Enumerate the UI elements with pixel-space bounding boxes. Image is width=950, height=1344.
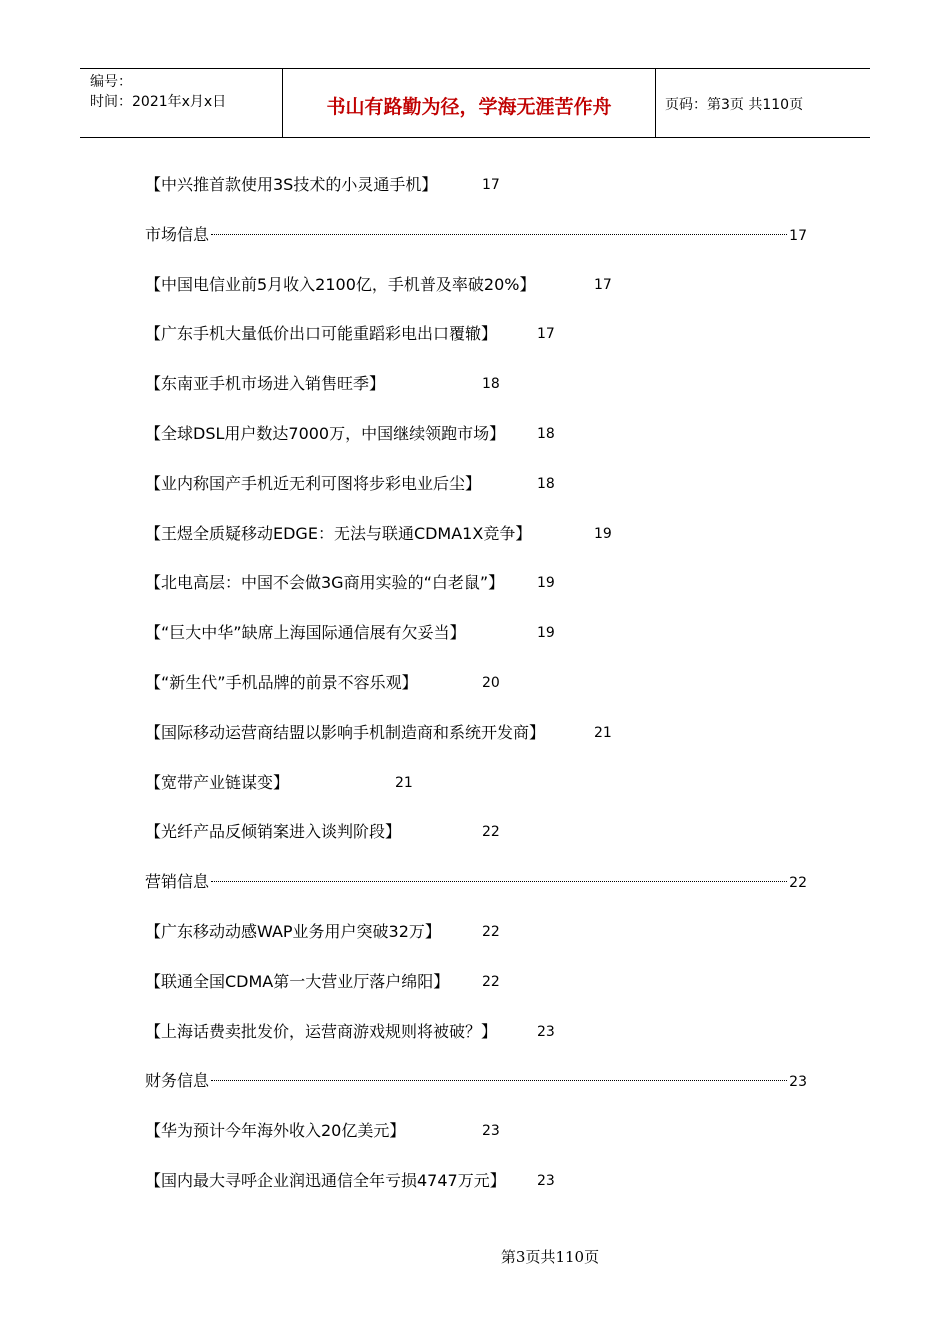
toc-entry[interactable] [145, 671, 500, 695]
toc-section[interactable] [145, 223, 807, 247]
toc-entry-title: 【光纤产品反倾销案进入谈判阶段】 [145, 822, 402, 841]
toc-entry[interactable] [145, 322, 555, 346]
toc-leader-dots [211, 234, 787, 235]
toc-entry[interactable] [145, 1169, 555, 1193]
toc-entry-title: 【宽带产业链谋变】 [145, 773, 290, 792]
toc-entry[interactable] [145, 273, 612, 297]
footer-page-count: 第3页共110页 [500, 1248, 600, 1266]
toc-entry[interactable] [145, 173, 500, 197]
toc-page-number: 17 [537, 326, 555, 342]
toc-entry[interactable] [145, 571, 555, 595]
toc-page-number: 19 [537, 625, 555, 641]
number-label: 编号： [90, 74, 132, 90]
toc-entry-title: 【联通全国CDMA第一大营业厅落户绵阳】 [145, 972, 450, 991]
toc-entry[interactable] [145, 1119, 500, 1143]
toc-entry-title: 【王煜全质疑移动EDGE：无法与联通CDMA1X竞争】 [145, 524, 532, 543]
toc-entry[interactable] [145, 920, 500, 944]
toc-page-number: 17 [789, 228, 807, 244]
toc-entry[interactable] [145, 771, 413, 795]
toc-page-number: 23 [537, 1024, 555, 1040]
toc-entry-title: 【业内称国产手机近无利可图将步彩电业后尘】 [145, 474, 482, 493]
toc-entry-title: 【上海话费卖批发价，运营商游戏规则将被破？】 [145, 1022, 498, 1041]
toc-entry[interactable] [145, 1020, 555, 1044]
toc-section-title: 市场信息 [145, 225, 210, 244]
toc-page-number: 23 [537, 1173, 555, 1189]
toc-entry-title: 【全球DSL用户数达7000万，中国继续领跑市场】 [145, 424, 506, 443]
header-meta-cell [80, 69, 282, 137]
toc-page-number: 19 [537, 575, 555, 591]
toc-page-number: 18 [482, 376, 500, 392]
toc-leader-dots [211, 1080, 787, 1081]
header-motto-cell [282, 69, 656, 137]
toc-entry[interactable] [145, 970, 500, 994]
toc-entry-title: 【广东手机大量低价出口可能重蹈彩电出口覆辙】 [145, 324, 498, 343]
toc-entry-title: 【“新生代”手机品牌的前景不容乐观】 [145, 673, 418, 692]
page-info: 页码：第3页 共110页 [665, 97, 804, 113]
toc-entry-title: 【北电高层：中国不会做3G商用实验的“白老鼠”】 [145, 573, 505, 592]
toc-page-number: 23 [482, 1123, 500, 1139]
toc-entry-title: 【广东移动动感WAP业务用户突破32万】 [145, 922, 441, 941]
toc-page-number: 17 [482, 177, 500, 193]
toc-section-title: 营销信息 [145, 872, 210, 891]
toc-entry-title: 【华为预计今年海外收入20亿美元】 [145, 1121, 406, 1140]
toc-entry[interactable] [145, 721, 612, 745]
page-header [80, 68, 870, 138]
time-label: 时间：2021年x月x日 [90, 94, 227, 110]
page-footer [0, 1246, 950, 1267]
toc-entry[interactable] [145, 621, 555, 645]
toc-page-number: 17 [594, 277, 612, 293]
toc-entry-title: 【东南亚手机市场进入销售旺季】 [145, 374, 386, 393]
toc-entry[interactable] [145, 522, 612, 546]
toc-page-number: 18 [537, 426, 555, 442]
toc-page-number: 18 [537, 476, 555, 492]
toc-page-number: 21 [594, 725, 612, 741]
toc-page-number: 22 [789, 875, 807, 891]
toc-entry[interactable] [145, 372, 500, 396]
toc-entry[interactable] [145, 820, 500, 844]
toc-leader-dots [211, 881, 787, 882]
toc-page-number: 22 [482, 824, 500, 840]
toc-page-number: 22 [482, 974, 500, 990]
header-page-cell [655, 69, 870, 137]
toc-page-number: 20 [482, 675, 500, 691]
toc-page-number: 21 [395, 775, 413, 791]
toc-page-number: 22 [482, 924, 500, 940]
motto-text: 书山有路勤为径，学海无涯苦作舟 [326, 96, 612, 118]
toc-page-number: 19 [594, 526, 612, 542]
toc-section-title: 财务信息 [145, 1071, 210, 1090]
toc-section[interactable] [145, 870, 807, 894]
toc-entry-title: 【国际移动运营商结盟以影响手机制造商和系统开发商】 [145, 723, 546, 742]
toc-entry-title: 【“巨大中华”缺席上海国际通信展有欠妥当】 [145, 623, 466, 642]
toc-entry[interactable] [145, 422, 555, 446]
toc-section[interactable] [145, 1069, 807, 1093]
toc-entry-title: 【中兴推首款使用3S技术的小灵通手机】 [145, 175, 438, 194]
toc-page-number: 23 [789, 1074, 807, 1090]
toc-entry-title: 【中国电信业前5月收入2100亿，手机普及率破20%】 [145, 275, 536, 294]
toc-entry[interactable] [145, 472, 555, 496]
toc-entry-title: 【国内最大寻呼企业润迅通信全年亏损4747万元】 [145, 1171, 506, 1190]
